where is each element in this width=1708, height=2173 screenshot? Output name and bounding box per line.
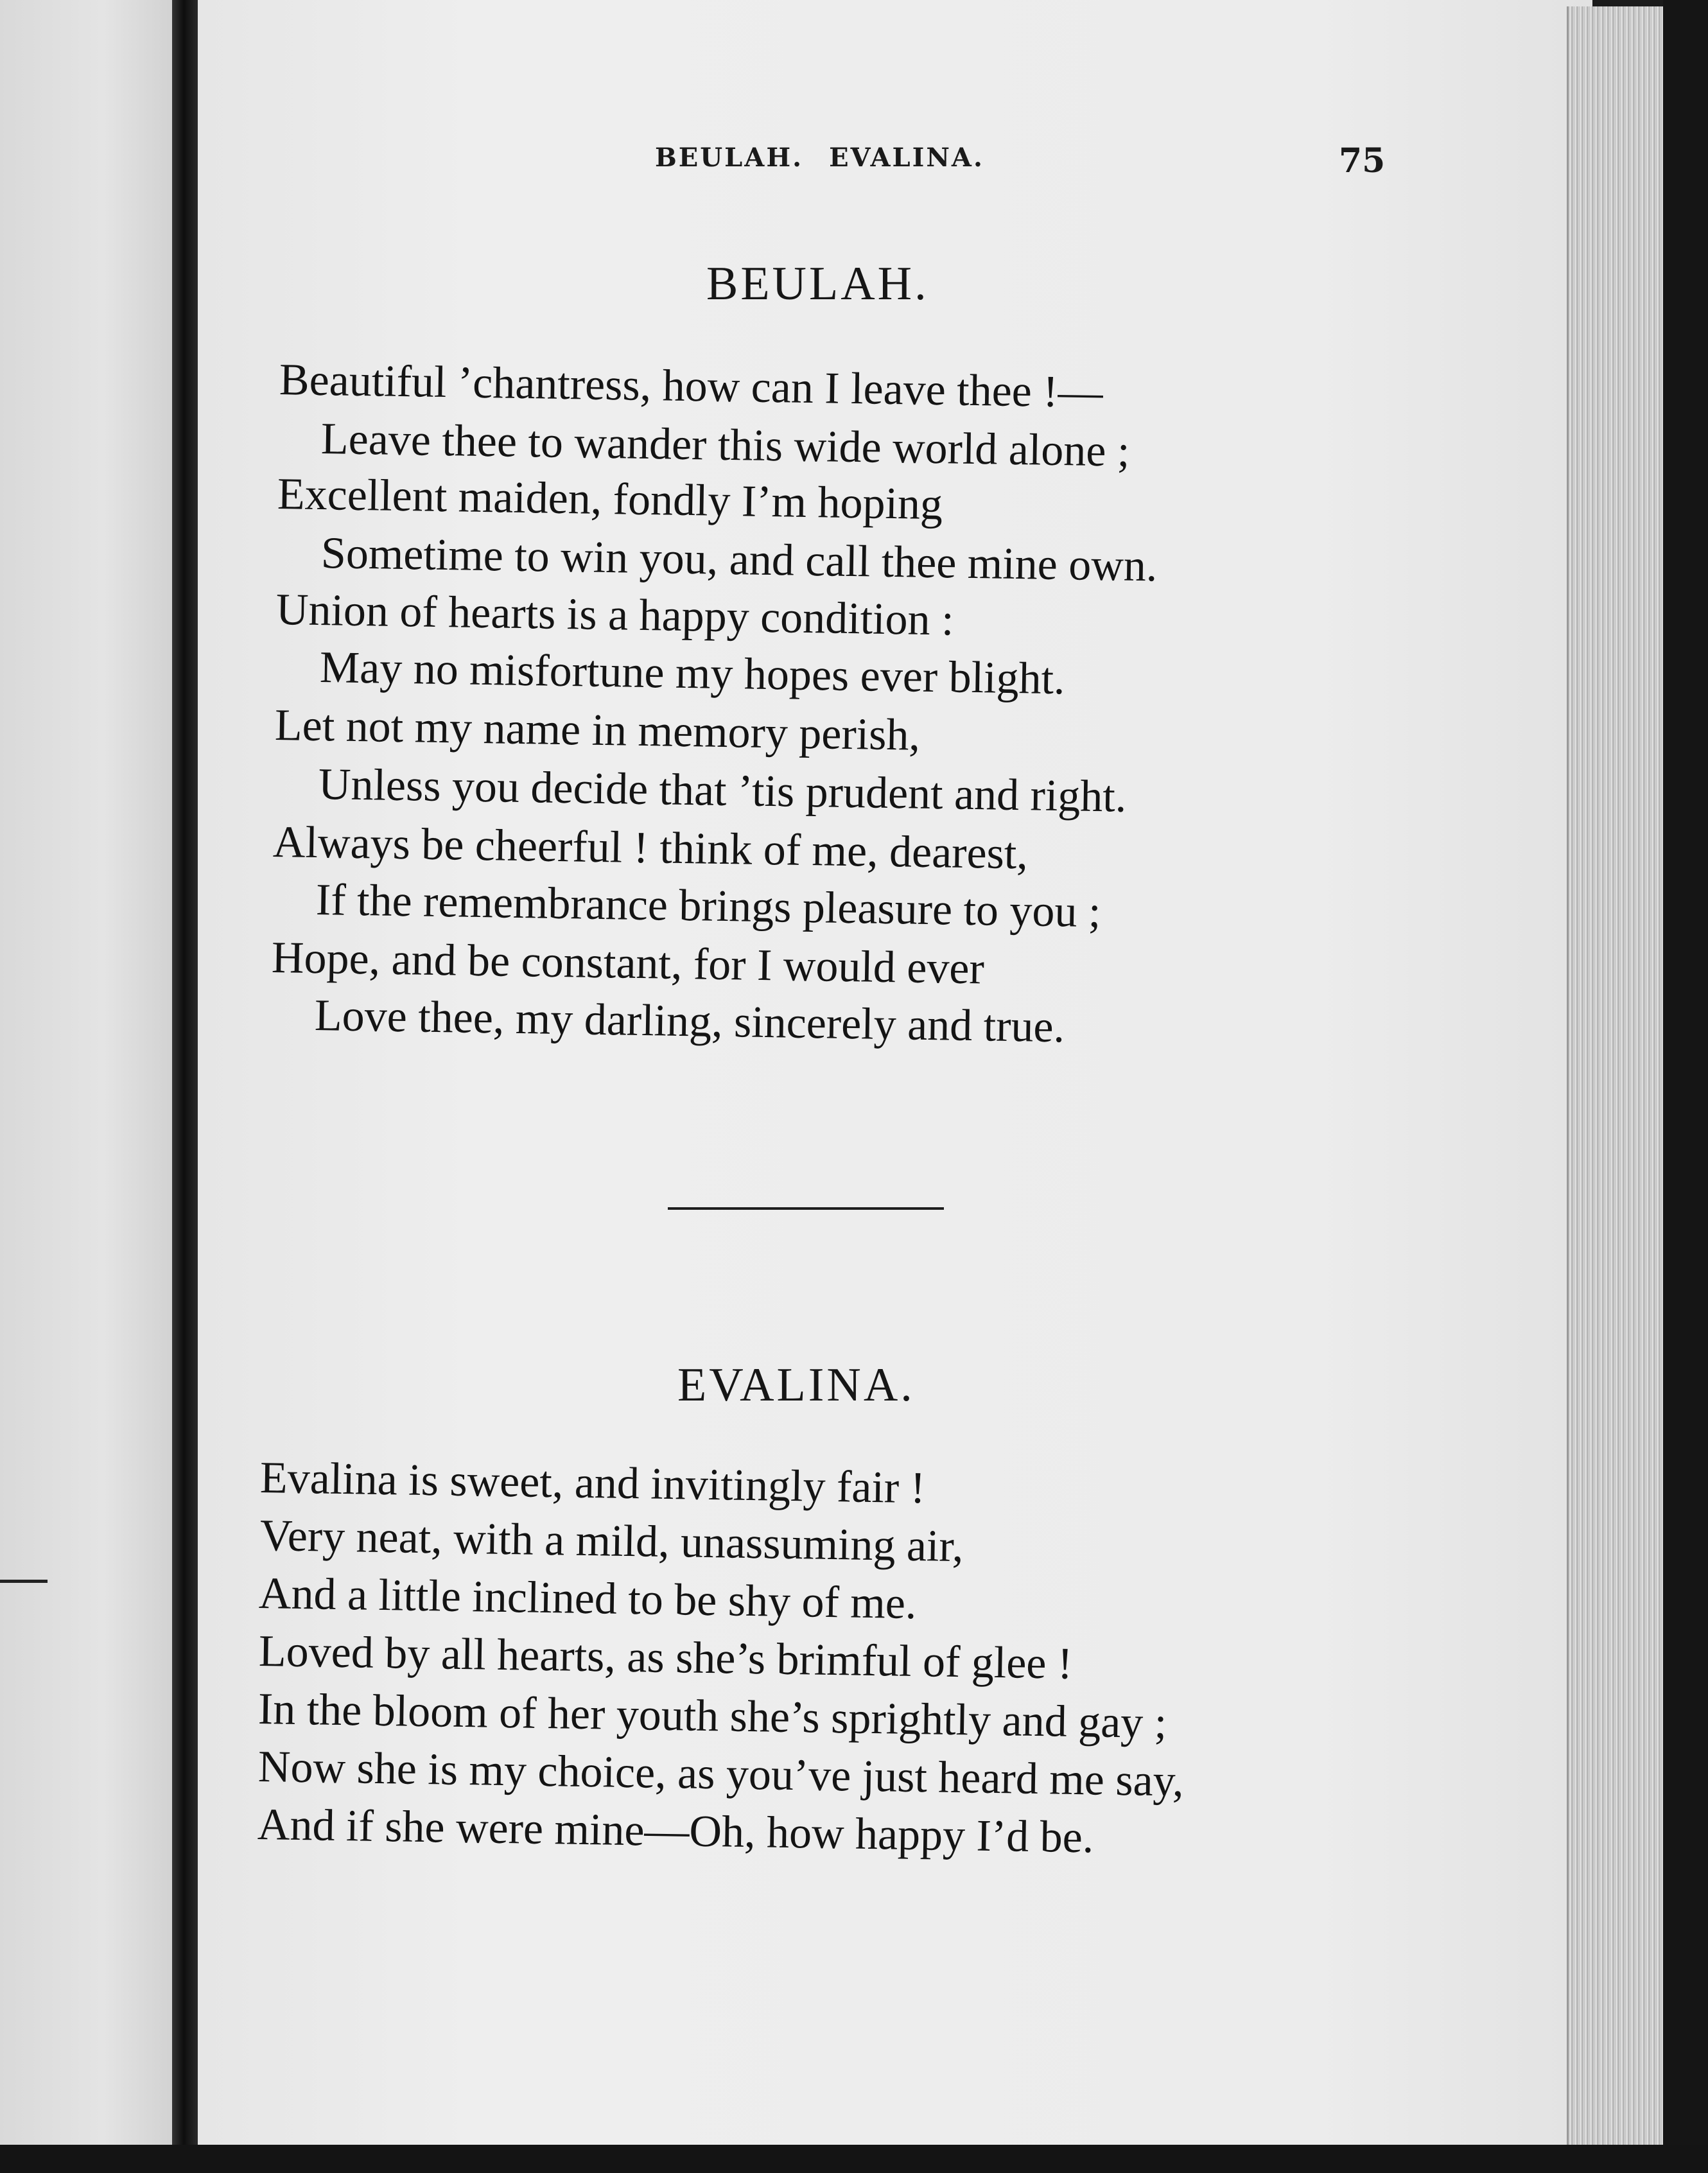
book-gutter [172,0,198,2173]
verse-line: Let not my name in memory perish, [274,701,921,760]
verse-line: In the bloom of her youth she’s sprightly and gay ; [257,1684,1167,1749]
verse-line: Always be cheerful ! think of me, dearest, [272,817,1029,879]
verse-line: And if she were mine—Oh, how happy I’d be. [257,1800,1094,1863]
previous-page-edge [0,0,172,2173]
poem-title: EVALINA. [677,1359,915,1411]
verse-line: Loved by all hearts, as she’s brimful of glee ! [258,1627,1073,1689]
running-head-right: EVALINA. [829,143,984,173]
margin-mark [0,1580,48,1583]
page-number: 75 [1339,141,1386,180]
section-divider [668,1207,944,1210]
poem-title: BEULAH. [706,257,929,310]
verse-line: Now she is my choice, as you’ve just heard me say, [257,1742,1185,1806]
verse-line: Love thee, my darling, sincerely and true. [314,991,1065,1052]
verse-line: Leave thee to wander this wide world alone ; [320,414,1131,476]
verse-line: If the remembrance brings pleasure to you ; [315,875,1102,938]
verse-line: Very neat, with a mild, unassuming air, [259,1511,964,1572]
edge-shadow [1663,0,1708,2173]
verse-line: Sometime to win you, and call thee mine own. [320,528,1158,591]
running-head-left: BEULAH. [655,143,804,173]
verse-line: May no misfortune my hopes ever blight. [319,643,1066,704]
verse-line: Hope, and be constant, for I would ever [271,933,985,994]
verse-line: Union of hearts is a happy condition : [275,585,955,645]
verse-line: Beautiful ’chantress, how can I leave thee !— [279,355,1104,418]
bottom-shadow [0,2145,1708,2173]
page-edges [1567,6,1665,2145]
verse-line: Evalina is sweet, and invitingly fair ! [259,1453,926,1514]
verse-line: And a little inclined to be shy of me. [258,1569,918,1629]
verse-line: Excellent maiden, fondly I’m hoping [277,469,943,530]
running-head [655,143,984,173]
verse-line: Unless you decide that ’tis prudent and right. [318,760,1127,822]
